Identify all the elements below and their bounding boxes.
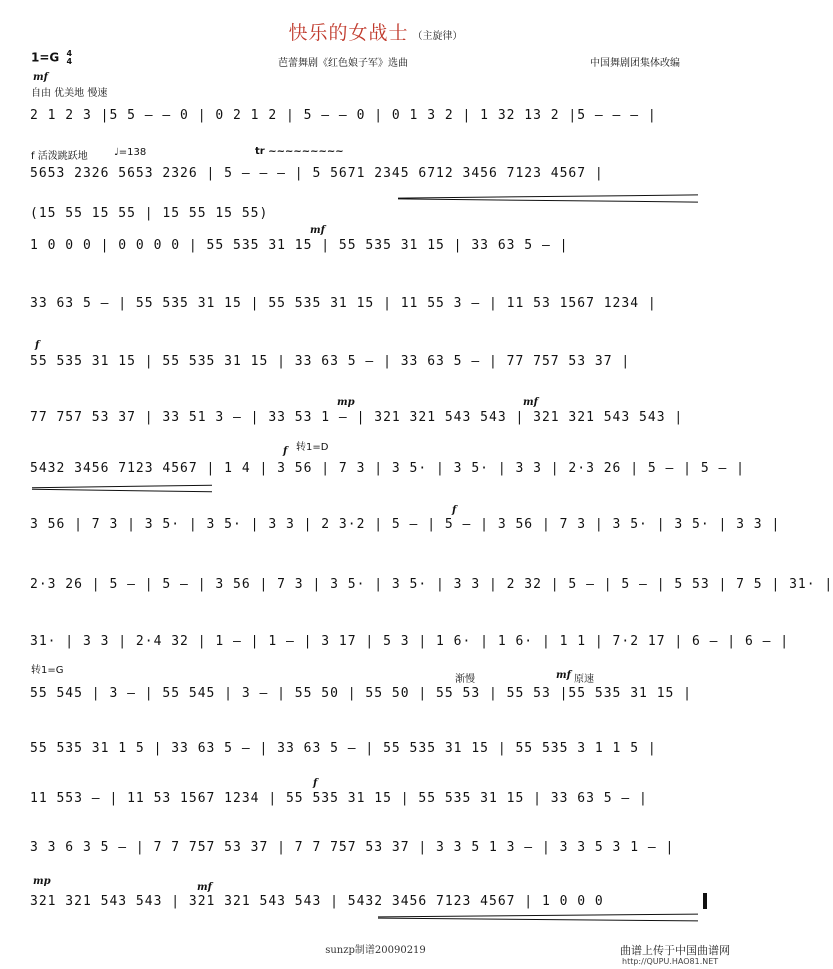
key-text: 1=G: [31, 50, 60, 65]
dynamic-f-2: f: [35, 340, 40, 351]
source-credit: 芭蕾舞剧《红色娘子军》选曲: [278, 58, 408, 69]
crescendo-hairpin-2b: [32, 489, 212, 493]
dynamic-mf-2: mf: [310, 225, 325, 236]
page-title: [0, 18, 751, 45]
staff-row-7: 5432 3456 7123 4567 | 1 4 | 3 56 | 7 3 | 3 5· | 3 5· | 3 3 | 2·3 26 | 5 – | 5 – |: [30, 461, 745, 476]
dynamic-f-5: f: [313, 778, 318, 789]
crescendo-hairpin-3: [378, 914, 698, 918]
transcriber-credit: sunzp制谱20090219: [325, 945, 426, 956]
dynamic-mf-4: mf: [556, 670, 571, 681]
tempo-marking-1: 自由 优美地 慢速: [31, 88, 108, 99]
staff-row-4: 33 63 5 – | 55 535 31 15 | 55 535 31 15 | 11 55 3 – | 11 53 1567 1234 |: [30, 296, 657, 311]
title-text: 快乐的女战士: [288, 22, 409, 44]
staff-row-12: 55 535 31 1 5 | 33 63 5 – | 33 63 5 – | 55 535 31 15 | 55 535 3 1 1 5 |: [30, 741, 657, 756]
site-watermark: 曲谱上传于中国曲谱网: [620, 944, 730, 957]
staff-row-5: 55 535 31 15 | 55 535 31 15 | 33 63 5 – | 33 63 5 – | 77 757 53 37 |: [30, 354, 631, 369]
dynamic-mf-5: mf: [197, 882, 212, 893]
staff-row-14: 3 3 6 3 5 – | 7 7 757 53 37 | 7 7 757 53 37 | 3 3 5 1 3 – | 3 3 5 3 1 – |: [30, 840, 675, 855]
staff-row-2: 5653 2326 5653 2326 | 5 – – – | 5 5671 2345 6712 3456 7123 4567 |: [30, 166, 604, 181]
time-signature: [66, 50, 72, 66]
a-tempo-mark: 原速: [574, 674, 594, 685]
dynamic-mf-3: mf: [523, 397, 538, 408]
time-denominator: 4: [66, 57, 73, 66]
site-url-watermark: http://QUPU.HAO81.NET: [622, 957, 719, 966]
dynamic-mp-2: mp: [33, 876, 51, 887]
crescendo-hairpin-3b: [378, 918, 698, 922]
arranger-credit: 中国舞剧团集体改编: [590, 58, 680, 69]
staff-row-1: 2 1 2 3 |5 5 – – 0 | 0 2 1 2 | 5 – – 0 | 0 1 3 2 | 1 32 13 2 |5 – – – |: [30, 108, 657, 123]
final-barline: [703, 893, 707, 909]
key-signature: [31, 50, 72, 66]
crescendo-hairpin-2: [32, 485, 212, 489]
crescendo-hairpin-1b: [398, 198, 698, 202]
dynamic-mp-1: mp: [337, 397, 355, 408]
staff-row-6: 77 757 53 37 | 33 51 3 – | 33 53 1 – | 321 321 543 543 | 321 321 543 543 |: [30, 410, 684, 425]
staff-row-15: 321 321 543 543 | 321 321 543 543 | 5432 3456 7123 4567 | 1 0 0 0: [30, 894, 604, 909]
dynamic-f-4: f: [452, 505, 457, 516]
time-numerator: 4: [66, 49, 73, 58]
modulation-g: 转1=G: [31, 665, 64, 676]
staff-row-9: 2·3 26 | 5 – | 5 – | 3 56 | 7 3 | 3 5· | 3 5· | 3 3 | 2 32 | 5 – | 5 – | 5 53 | 7 5 | 31· |: [30, 577, 833, 592]
staff-row-8: 3 56 | 7 3 | 3 5· | 3 5· | 3 3 | 2 3·2 | 5 – | 5 – | 3 56 | 7 3 | 3 5· | 3 5· | 3 3 |: [30, 517, 781, 532]
staff-row-3a: (15 55 15 55 | 15 55 15 55): [30, 206, 269, 221]
dynamic-mf-1: mf: [33, 72, 48, 83]
tempo-marking-2: f 活泼跳跃地: [31, 151, 88, 162]
staff-row-10: 31· | 3 3 | 2·4 32 | 1 – | 1 – | 3 17 | 5 3 | 1 6· | 1 6· | 1 1 | 7·2 17 | 6 – | 6 – |: [30, 634, 790, 649]
dynamic-f-3: f: [283, 446, 288, 457]
title-note: （主旋律）: [412, 31, 463, 42]
modulation-d: 转1=D: [296, 442, 329, 453]
ritardando-mark: 渐慢: [455, 674, 475, 685]
trill-mark: tr ~~~~~~~~~: [255, 146, 344, 157]
staff-row-13: 11 553 – | 11 53 1567 1234 | 55 535 31 15 | 55 535 31 15 | 33 63 5 – |: [30, 791, 648, 806]
staff-row-3b: 1 0 0 0 | 0 0 0 0 | 55 535 31 15 | 55 535 31 15 | 33 63 5 – |: [30, 238, 569, 253]
staff-row-11: 55 545 | 3 – | 55 545 | 3 – | 55 50 | 55 50 | 55 53 | 55 53 |55 535 31 15 |: [30, 686, 692, 701]
metronome-mark: ♩=138: [114, 147, 147, 158]
